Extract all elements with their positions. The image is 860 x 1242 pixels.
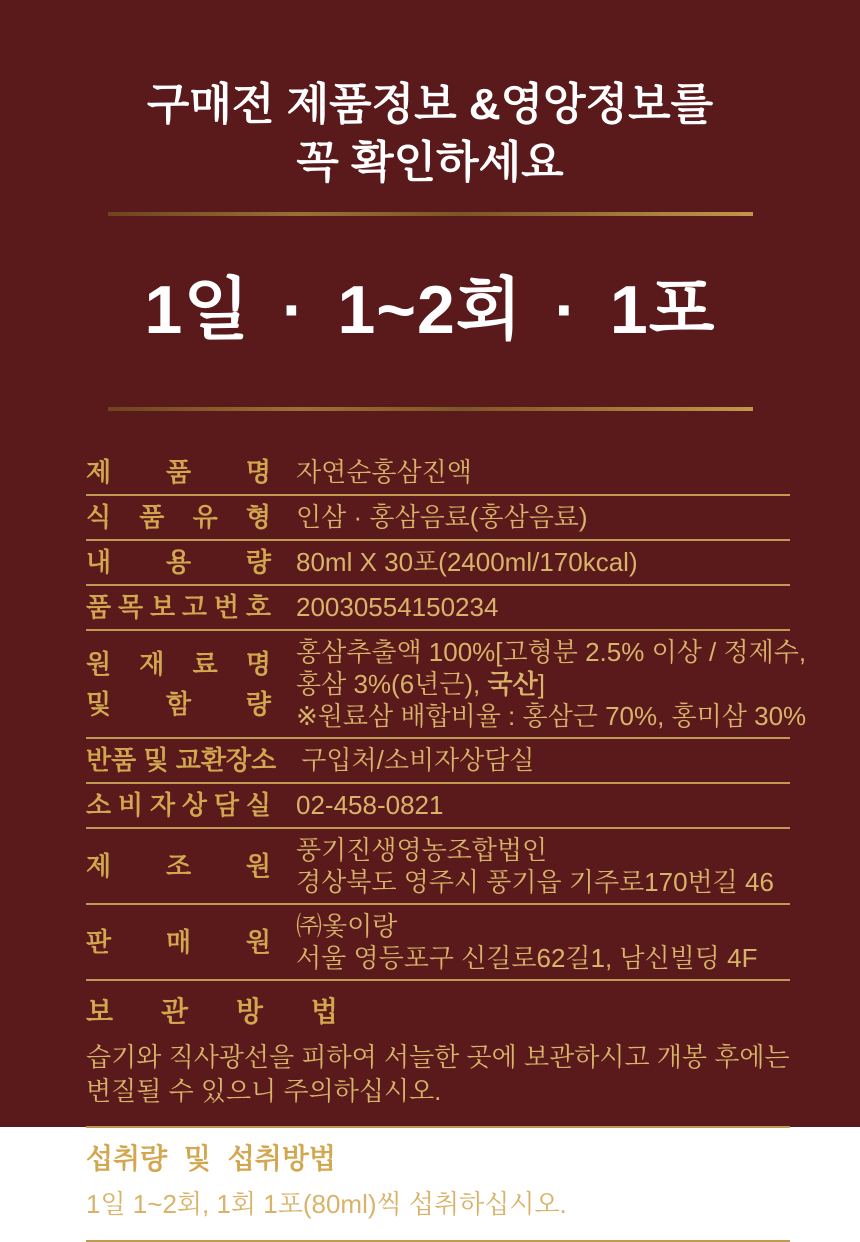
manufacturer-address: 경상북도 영주시 풍기읍 기주로170번길 46 [296,867,774,898]
manufacturer-name: 풍기진생영농조합법인 [296,835,548,866]
page-title [0,0,860,192]
row-label: 식 품 유 형 [86,502,271,533]
divider-under-dosage [108,407,753,411]
ingredients-line2 [296,668,806,700]
table-row-seller [86,905,790,981]
dosage-banner: 1일 · 1~2회 · 1포 [144,272,716,349]
table-row-report-number [86,586,790,631]
storage-label: 보 관 방 법 [86,996,338,1028]
row-label: 소 비 자 상 담 실 [86,790,271,821]
row-label-line1: 원 재 료 명 [86,649,271,680]
table-row-food-type [86,496,790,541]
storage-text-line1: 습기와 직사광선을 피하여 서늘한 곳에 보관하시고 개봉 후에는 [86,1041,790,1072]
page-title-line2: 꼭 확인하세요 [296,138,564,188]
table-row-manufacturer [86,829,790,905]
page-title-line1: 구매전 제품정보 &영앙정보를 [146,80,714,129]
storage-text-line2: 변질될 수 있으니 주의하십시오. [86,1075,442,1106]
table-row-product-name [86,451,790,496]
table-row-ingredients [86,631,807,739]
row-label: 판 매 원 [86,926,271,957]
row-value [296,834,774,898]
seller-name: ㈜옻이랑 [296,911,398,942]
seller-address: 서울 영등포구 신길로62길1, 남신빌딩 4F [296,943,758,974]
row-label: 제 품 명 [86,457,271,488]
row-label: 품 목 보 고 번 호 [86,592,271,623]
row-value [296,910,757,974]
customer-service-phone: 02-458-0821 [296,790,444,821]
table-row-customer-service [86,784,790,829]
row-label [86,644,271,724]
ingredients-origin: 국산 [487,669,538,700]
row-label-line2: 및 함 량 [86,689,271,720]
row-value [296,636,806,732]
ingredients-line2-post: ] [537,669,545,700]
intake-text [86,1188,790,1222]
product-details [86,451,807,1242]
table-row-return-exchange [86,739,790,784]
product-info-table [86,451,807,981]
row-value: 80ml X 30포(2400ml/170kcal) [296,547,638,578]
row-label: 반품 및 교환장소 [86,745,277,776]
row-value: 인삼 · 홍삼음료(홍삼음료) [296,502,588,533]
intake-text-line: 1일 1~2회, 1회 1포(80ml)씩 섭취하십시오. [86,1188,567,1219]
row-value: 20030554150234 [296,592,499,623]
row-value: 자연순홍삼진액 [296,457,472,488]
intake-label: 섭취량 및 섭취방법 [86,1143,336,1175]
ingredients-line1: 홍삼추출액 100%[고형분 2.5% 이상 / 정제수, [296,637,807,668]
storage-section [86,981,790,1128]
table-row-net-content [86,541,790,586]
storage-text [86,1041,790,1109]
row-value: 구입처/소비자상담실 [301,745,535,776]
ingredients-line2-pre: 홍삼 3%(6년근), [296,669,488,700]
row-label: 내 용 량 [86,547,271,578]
ingredients-line3: ※원료삼 배합비율 : 홍삼근 70%, 홍미삼 30% [296,701,807,732]
row-label: 제 조 원 [86,850,271,881]
intake-section [86,1128,790,1241]
